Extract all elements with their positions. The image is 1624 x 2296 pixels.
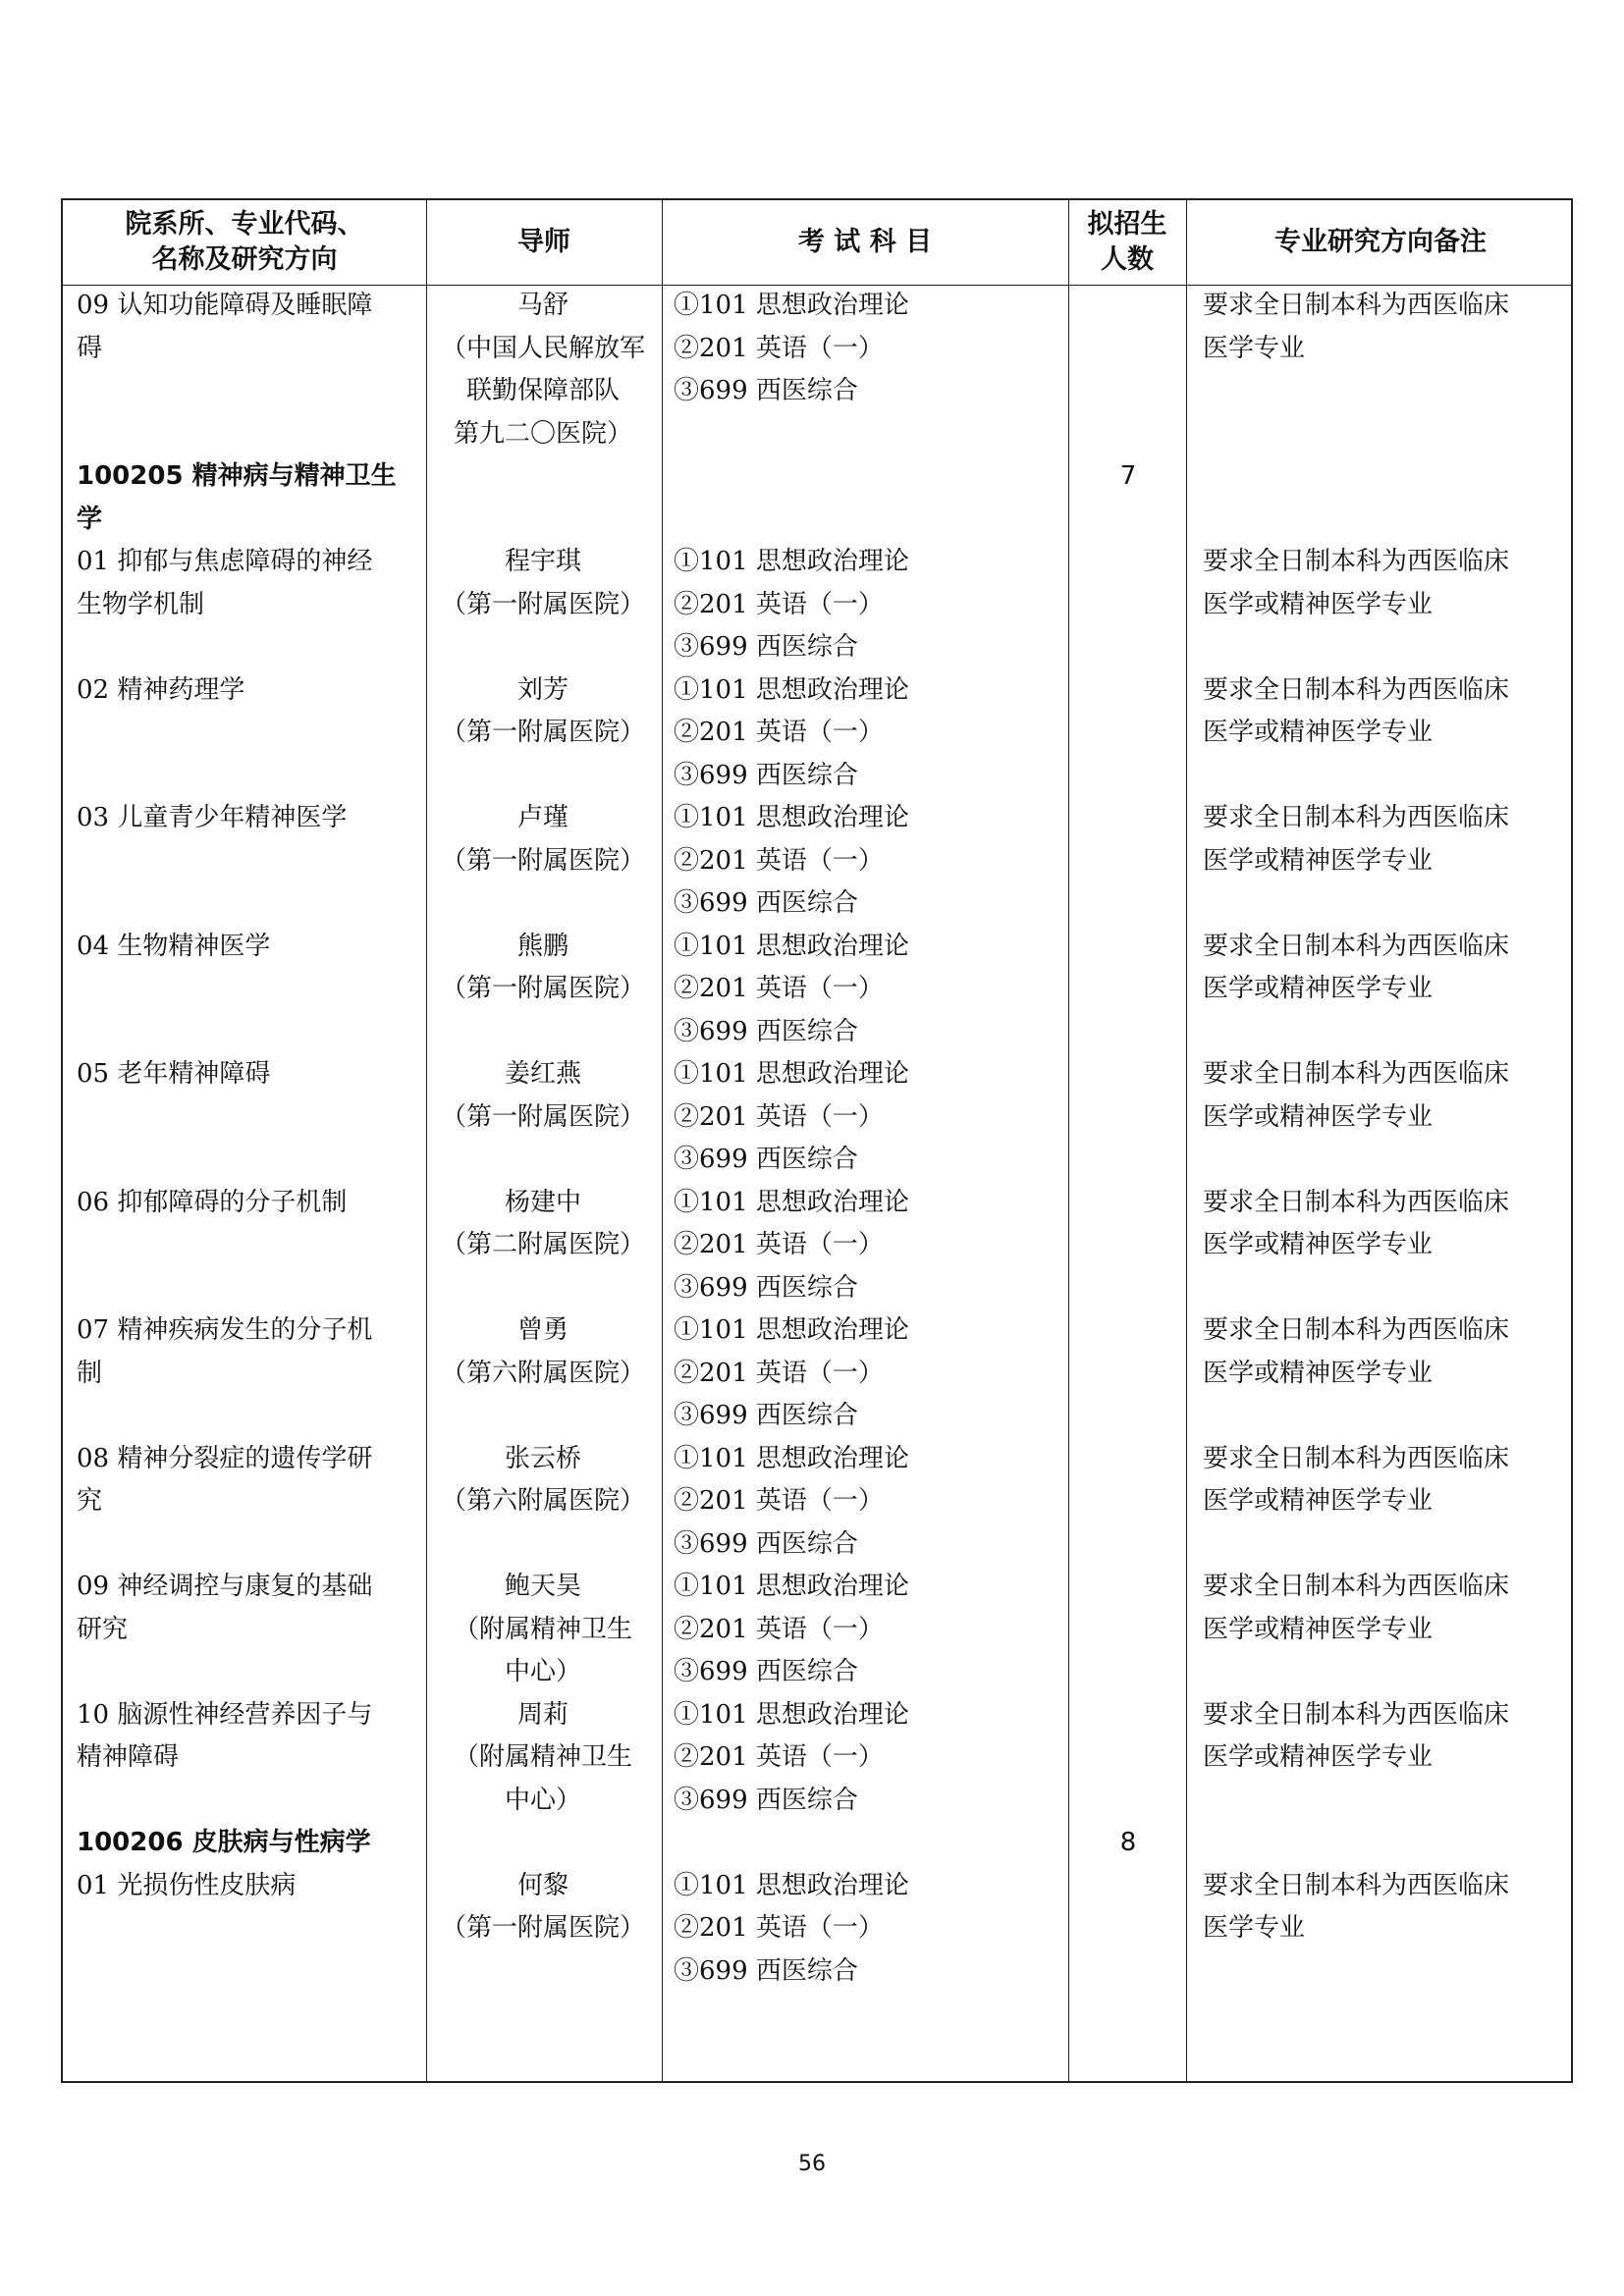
advisor-name: 周莉 （附属精神卫生 中心） (453, 1699, 632, 1815)
enrollment-count: 8 (1119, 1828, 1137, 1857)
column-divider (1068, 200, 1069, 2081)
column-divider (662, 200, 663, 2081)
direction-note: 要求全日制本科为西医临床 医学或精神医学专业 (1203, 1059, 1510, 1132)
page-number: 56 (798, 2152, 826, 2176)
advisor-name: 张云桥 （第六附属医院） (440, 1443, 645, 1516)
exam-subjects: ①101 思想政治理论 ②201 英语（一） ③699 西医综合 (674, 1443, 909, 1559)
research-direction: 09 神经调控与康复的基础 研究 (77, 1572, 373, 1644)
major-title: 100205 精神病与精神卫生 学 (77, 461, 397, 534)
research-direction: 10 脑源性神经营养因子与 精神障碍 (77, 1699, 373, 1772)
header-advisor: 导师 (517, 227, 570, 257)
direction-note: 要求全日制本科为西医临床 医学或精神医学专业 (1203, 547, 1510, 619)
direction-note: 要求全日制本科为西医临床 医学或精神医学专业 (1203, 1315, 1510, 1388)
enrollment-count: 7 (1119, 461, 1137, 491)
exam-subjects: ①101 思想政治理论 ②201 英语（一） ③699 西医综合 (674, 1572, 909, 1686)
exam-subjects: ①101 思想政治理论 ②201 英语（一） ③699 西医综合 (674, 1315, 909, 1430)
advisor-name: 曾勇 （第六附属医院） (440, 1315, 645, 1388)
direction-note: 要求全日制本科为西医临床 医学或精神医学专业 (1203, 1699, 1510, 1772)
advisor-name: 熊鹏 （第一附属医院） (440, 931, 645, 1003)
research-direction: 06 抑郁障碍的分子机制 (77, 1187, 348, 1217)
exam-subjects: ①101 思想政治理论 ②201 英语（一） ③699 西医综合 (674, 931, 909, 1046)
direction-note: 要求全日制本科为西医临床 医学专业 (1203, 291, 1510, 363)
advisor-name: 鲍天昊 （附属精神卫生 中心） (453, 1572, 632, 1686)
exam-subjects: ①101 思想政治理论 ②201 英语（一） ③699 西医综合 (674, 1870, 909, 1986)
research-direction: 01 光损伤性皮肤病 (77, 1870, 297, 1900)
header-notes: 专业研究方向备注 (1274, 227, 1487, 257)
direction-note: 要求全日制本科为西医临床 医学专业 (1203, 1870, 1510, 1943)
direction-note: 要求全日制本科为西医临床 医学或精神医学专业 (1203, 674, 1510, 747)
exam-subjects: ①101 思想政治理论 ②201 英语（一） ③699 西医综合 (674, 674, 909, 790)
exam-subjects: ①101 思想政治理论 ②201 英语（一） ③699 西医综合 (674, 803, 909, 918)
exam-subjects: ①101 思想政治理论 ②201 英语（一） ③699 西医综合 (674, 1187, 909, 1303)
advisor-name: 杨建中 （第二附属医院） (440, 1187, 645, 1259)
research-direction: 05 老年精神障碍 (77, 1059, 271, 1089)
research-direction: 07 精神疾病发生的分子机 制 (77, 1315, 373, 1388)
advisor-name: 程宇琪 （第一附属医院） (440, 547, 645, 619)
advisor-name: 马舒 （中国人民解放军 联勤保障部队 第九二〇医院） (440, 291, 645, 449)
research-direction: 04 生物精神医学 (77, 931, 271, 961)
advisor-name: 姜红燕 （第一附属医院） (440, 1059, 645, 1132)
column-divider (1186, 200, 1187, 2081)
exam-subjects: ①101 思想政治理论 ②201 英语（一） ③699 西医综合 (674, 291, 909, 405)
research-direction: 03 儿童青少年精神医学 (77, 803, 348, 832)
research-direction: 02 精神药理学 (77, 674, 245, 705)
advisor-name: 何黎 （第一附属医院） (440, 1870, 645, 1943)
major-title: 100206 皮肤病与性病学 (77, 1828, 371, 1857)
direction-note: 要求全日制本科为西医临床 医学或精神医学专业 (1203, 931, 1510, 1003)
advisor-name: 刘芳 （第一附属医院） (440, 674, 645, 747)
direction-note: 要求全日制本科为西医临床 医学或精神医学专业 (1203, 1187, 1510, 1259)
advisor-name: 卢瑾 （第一附属医院） (440, 803, 645, 876)
direction-note: 要求全日制本科为西医临床 医学或精神医学专业 (1203, 1443, 1510, 1516)
header-exam-subjects: 考 试 科 目 (797, 227, 933, 257)
research-direction: 09 认知功能障碍及睡眠障 碍 (77, 291, 373, 363)
header-department: 院系所、专业代码、 名称及研究方向 (125, 209, 364, 275)
direction-note: 要求全日制本科为西医临床 医学或精神医学专业 (1203, 803, 1510, 876)
header-enrollment-count: 拟招生 人数 (1087, 209, 1167, 275)
direction-note: 要求全日制本科为西医临床 医学或精神医学专业 (1203, 1572, 1510, 1644)
exam-subjects: ①101 思想政治理论 ②201 英语（一） ③699 西医综合 (674, 1699, 909, 1815)
exam-subjects: ①101 思想政治理论 ②201 英语（一） ③699 西医综合 (674, 1059, 909, 1174)
exam-subjects: ①101 思想政治理论 ②201 英语（一） ③699 西医综合 (674, 547, 909, 662)
research-direction: 08 精神分裂症的遗传学研 究 (77, 1443, 373, 1516)
admission-table (61, 198, 1573, 2083)
research-direction: 01 抑郁与焦虑障碍的神经 生物学机制 (77, 547, 373, 619)
